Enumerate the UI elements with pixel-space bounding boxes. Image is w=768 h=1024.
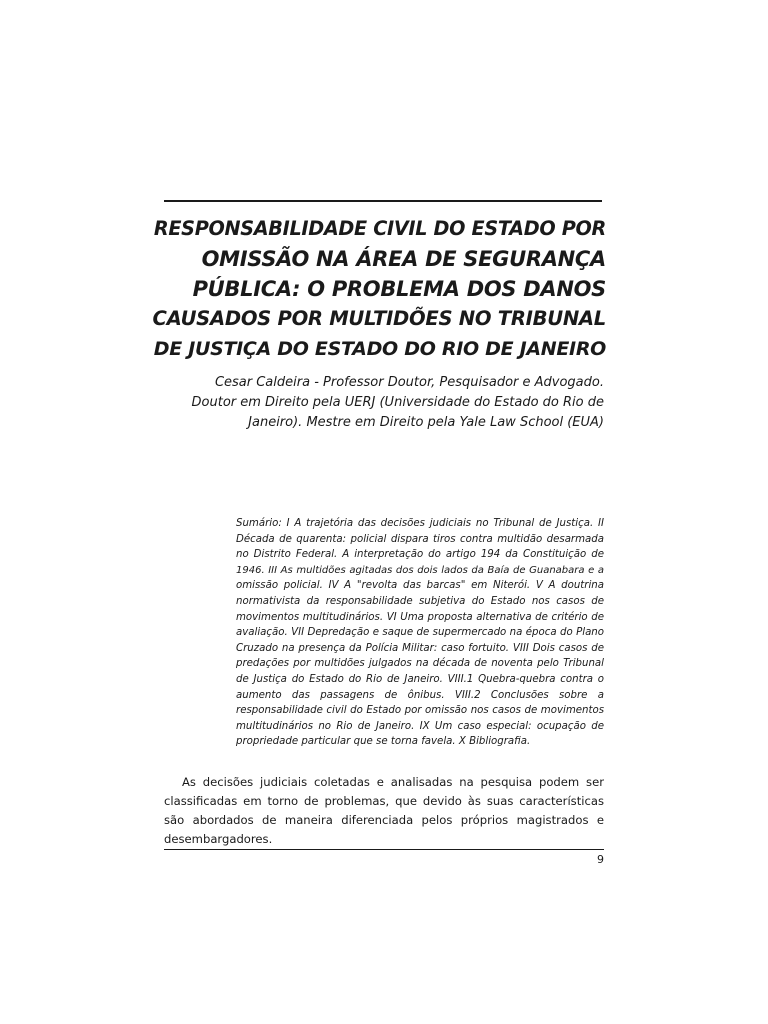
summary-line: predações por multidões julgados na década de noventa pelo Tribunal — [236, 658, 604, 670]
body-paragraph — [164, 773, 604, 849]
author-info — [150, 373, 604, 433]
summary-line: propriedade particular que se torna favela. X Bibliografia. — [236, 736, 531, 748]
summary-line: aumento das passagens de ônibus. VIII.2 Conclusões sobre a — [236, 689, 604, 701]
summary-line: 1946. III As multidões agitadas dos dois lados da Baía de Guanabara e a — [236, 564, 604, 576]
author-line: Cesar Caldeira - Professor Doutor, Pesquisador e Advogado. — [214, 375, 604, 390]
summary-line: no Distrito Federal. A interpretação do artigo 194 da Constituição de — [236, 549, 604, 561]
summary-line: normativista da responsabilidade subjetiva do Estado nos casos de — [236, 595, 604, 607]
title-line: PÚBLICA: O PROBLEMA DOS DANOS — [192, 277, 606, 301]
footer-rule — [164, 849, 604, 850]
summary-line: Década de quarenta: policial dispara tiros contra multidão desarmada — [236, 533, 604, 545]
summary-line: multitudinários no Rio de Janeiro. IX Um caso especial: ocupação de — [236, 720, 604, 732]
summary-line: Cruzado na presença da Polícia Militar: caso fortuito. VIII Dois casos de — [236, 642, 604, 654]
summary-block — [236, 516, 604, 750]
body-line: classificadas em torno de problemas, que devido às suas características — [164, 794, 604, 808]
title-line: OMISSÃO NA ÁREA DE SEGURANÇA — [201, 247, 606, 271]
summary-line: avaliação. VII Depredação e saque de supermercado na época do Plano — [236, 627, 604, 639]
body-line: As decisões judiciais coletadas e analisadas na pesquisa podem ser — [182, 775, 604, 789]
title-line: DE JUSTIÇA DO ESTADO DO RIO DE JANEIRO — [153, 338, 606, 360]
title-line: RESPONSABILIDADE CIVIL DO ESTADO POR — [153, 217, 606, 240]
summary-line: omissão policial. IV A "revolta das barcas" em Niterói. V A doutrina — [236, 580, 604, 592]
author-line: Janeiro). Mestre em Direito pela Yale Law School (EUA) — [248, 415, 604, 430]
summary-line: de Justiça do Estado do Rio de Janeiro. VIII.1 Quebra-quebra contra o — [236, 673, 604, 685]
title-line: CAUSADOS POR MULTIDÕES NO TRIBUNAL — [152, 307, 606, 330]
summary-line: Sumário: I A trajetória das decisões judiciais no Tribunal de Justiça. II — [236, 518, 604, 529]
page-number: 9 — [597, 853, 604, 866]
body-line: são abordados de maneira diferenciada pelos próprios magistrados e — [164, 813, 604, 827]
top-rule — [164, 200, 602, 202]
summary-line: movimentos multitudinários. VI Uma proposta alternativa de critério de — [236, 611, 604, 623]
article-title — [150, 214, 606, 364]
body-line: desembargadores. — [164, 832, 273, 846]
summary-line: responsabilidade civil do Estado por omissão nos casos de movimentos — [236, 705, 604, 717]
author-line: Doutor em Direito pela UERJ (Universidade do Estado do Rio de — [191, 395, 604, 410]
